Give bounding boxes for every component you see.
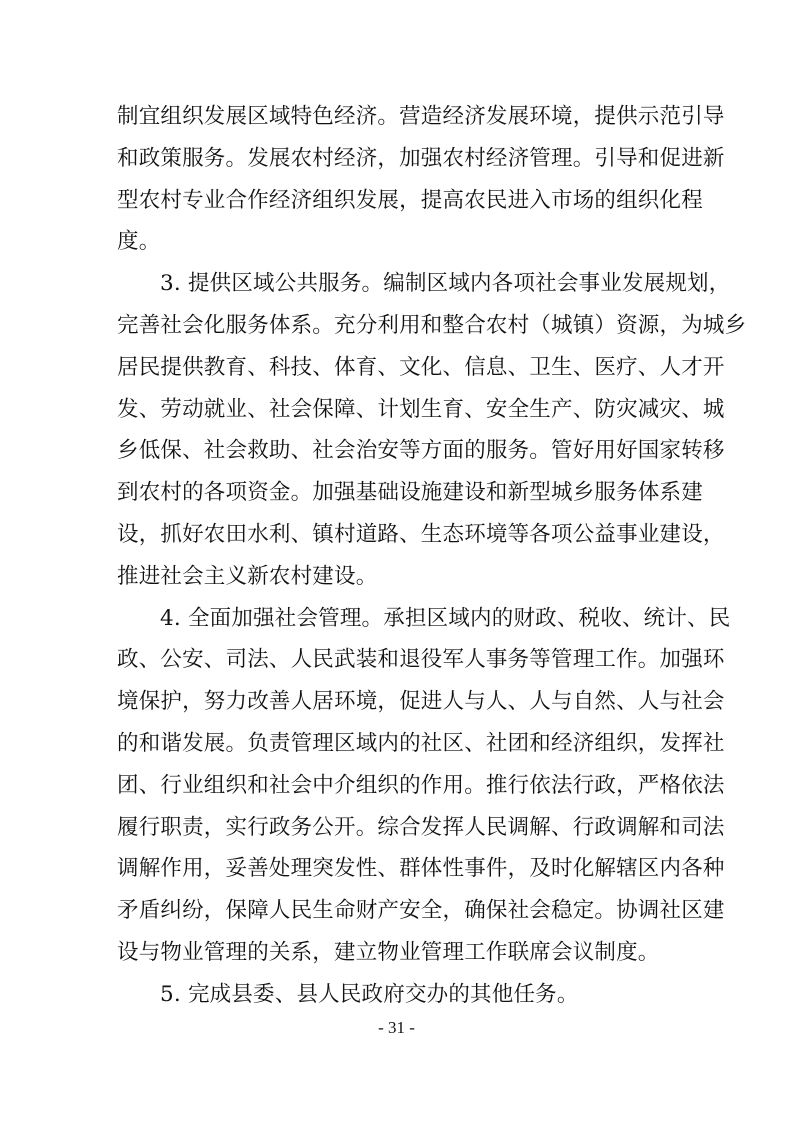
text-line: 团、行业组织和社会中介组织的作用。推行依法行政，严格依法 (117, 772, 725, 798)
text-line: 型农村专业合作经济组织发展，提高农民进入市场的组织化程 (117, 187, 703, 213)
text-line: 制宜组织发展区域特色经济。营造经济发展环境，提供示范引导 (117, 104, 725, 129)
paragraph-public-services (117, 263, 747, 597)
text-line: 发、劳动就业、社会保障、计划生育、安全生产、防灾减灾、城 (117, 396, 725, 422)
text-line: 度。 (117, 229, 161, 255)
text-line: 和政策服务。发展农村经济，加强农村经济管理。引导和促进新 (117, 145, 725, 171)
paragraph-social-management (117, 598, 731, 974)
text-line: 的和谐发展。负责管理区域内的社区、社团和经济组织，发挥社 (117, 730, 725, 756)
text-line: 乡低保、社会救助、社会治安等方面的服务。管好用好国家转移 (117, 438, 725, 464)
text-line: 设与物业管理的关系，建立物业管理工作联席会议制度。 (117, 939, 660, 965)
text-line: 调解作用，妥善处理突发性、群体性事件，及时化解辖区内各种 (117, 856, 725, 882)
text-line: 3. 提供区域公共服务。编制区域内各项社会事业发展规划， (160, 271, 731, 297)
text-line: 履行职责，实行政务公开。综合发挥人民调解、行政调解和司法 (117, 814, 725, 840)
text-line: 完善社会化服务体系。充分利用和整合农村（城镇）资源，为城乡 (117, 312, 747, 338)
page-number: - 31 - (378, 1018, 415, 1037)
text-line: 4. 全面加强社会管理。承担区域内的财政、税收、统计、民 (160, 605, 731, 631)
text-line: 推进社会主义新农村建设。 (117, 563, 378, 589)
text-line: 设，抓好农田水利、镇村道路、生态环境等各项公益事业建设， (117, 521, 725, 547)
text-line: 矛盾纠纷，保障人民生命财产安全，确保社会稳定。协调社区建 (117, 898, 725, 924)
text-line: 居民提供教育、科技、体育、文化、信息、卫生、医疗、人才开 (117, 354, 725, 380)
text-line: 政、公安、司法、人民武装和退役军人事务等管理工作。加强环 (117, 647, 725, 673)
paragraph-other-tasks (117, 974, 697, 1016)
document-body (117, 96, 747, 1016)
text-line: 到农村的各项资金。加强基础设施建设和新型城乡服务体系建 (117, 480, 703, 506)
text-line: 5. 完成县委、县人民政府交办的其他任务。 (160, 981, 579, 1007)
paragraph-economy-continued (117, 96, 725, 263)
text-line: 境保护，努力改善人居环境，促进人与人、人与自然、人与社会 (117, 689, 725, 715)
